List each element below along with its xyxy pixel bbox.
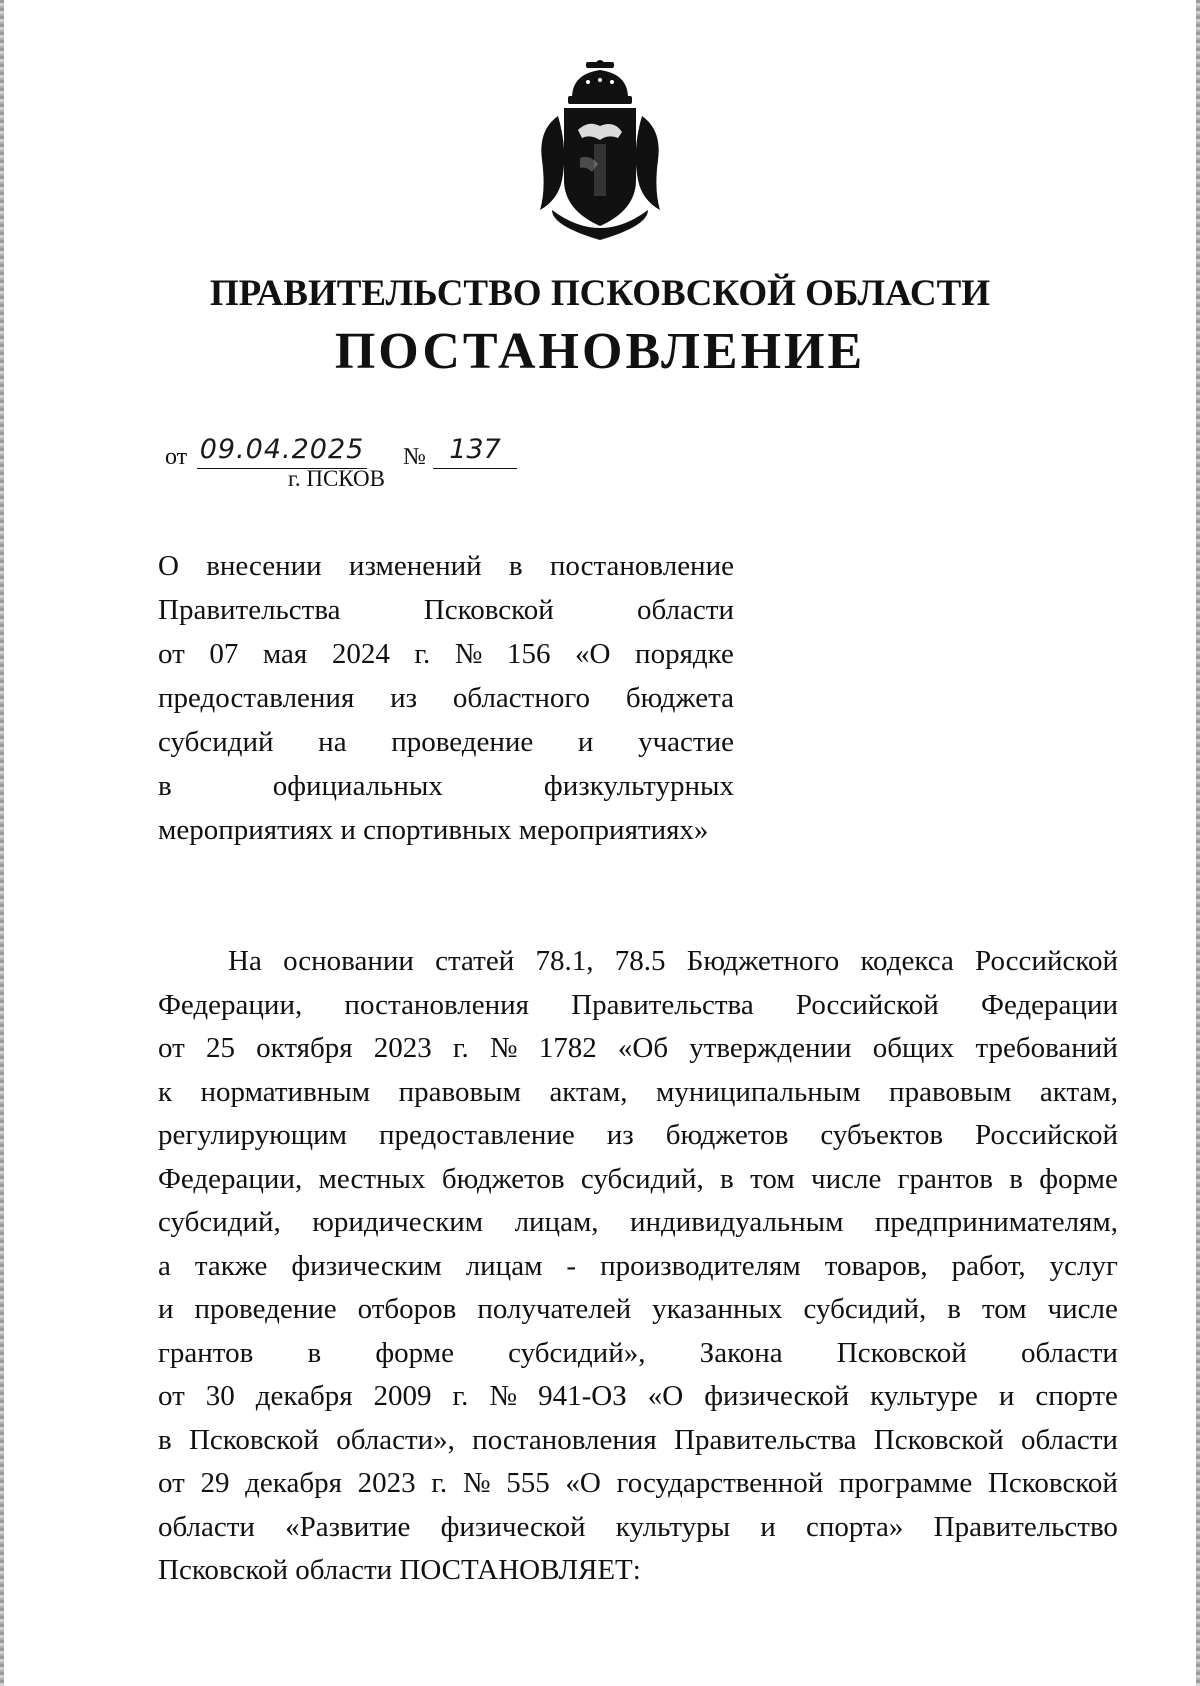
word: основании — [283, 945, 414, 977]
word: Псковской — [987, 1467, 1118, 1499]
document-number: 137 — [433, 434, 517, 469]
word: том — [981, 1293, 1027, 1325]
word: «Об — [617, 1032, 669, 1064]
word: № — [489, 1380, 518, 1412]
word: 555 — [506, 1467, 550, 1499]
word: правовым — [398, 1075, 521, 1108]
body-line — [158, 1375, 1118, 1419]
word: правовым — [889, 1075, 1012, 1108]
word: 2024 — [331, 638, 390, 670]
word: форме — [375, 1336, 454, 1369]
date-prefix-label: от — [165, 444, 188, 470]
word: 30 — [205, 1380, 235, 1412]
word: в — [158, 1423, 172, 1456]
word: числе — [811, 1162, 882, 1195]
body-line — [158, 1027, 1118, 1071]
word: в — [720, 1162, 734, 1195]
word: 07 — [209, 638, 239, 670]
word: услуг — [1049, 1249, 1118, 1282]
word: 2023 — [357, 1467, 416, 1499]
word: области», — [336, 1423, 455, 1456]
word: нормативным — [200, 1075, 371, 1108]
word: указанных — [652, 1293, 783, 1325]
word: в — [947, 1293, 961, 1325]
word: проведение — [194, 1293, 337, 1325]
word: постановление — [549, 550, 734, 582]
word: на — [318, 726, 347, 758]
word: Псковской — [873, 1423, 1004, 1456]
word: 156 — [507, 638, 551, 670]
title-line — [158, 588, 734, 632]
word: от — [158, 1032, 185, 1064]
document-body-paragraph — [158, 940, 1118, 1593]
word: субсидий — [158, 726, 274, 758]
word: Федерации — [981, 988, 1118, 1021]
word: форме — [1039, 1162, 1118, 1195]
word: 78.1, — [535, 945, 594, 977]
word: муниципальным — [655, 1075, 861, 1108]
word: спорте — [1035, 1380, 1118, 1412]
word: индивидуальным — [629, 1206, 844, 1238]
body-line — [158, 1506, 1118, 1550]
title-line — [158, 544, 734, 588]
word: Российской — [795, 988, 939, 1021]
word: 1782 — [538, 1032, 597, 1064]
word: изменений — [348, 550, 482, 582]
word: «Развитие — [285, 1510, 411, 1543]
coat-of-arms-emblem — [528, 60, 672, 246]
word: работ, — [951, 1249, 1026, 1282]
word: постановления — [344, 988, 529, 1021]
word: предоставление — [378, 1119, 575, 1151]
word: 941-ОЗ — [538, 1380, 627, 1412]
document-type-heading: ПОСТАНОВЛЕНИЕ — [334, 323, 866, 380]
word: областного — [452, 682, 591, 714]
title-line — [158, 676, 734, 720]
word: мая — [262, 638, 308, 670]
word: Правительства — [158, 594, 341, 626]
word: Российской — [975, 1119, 1118, 1151]
word: области — [1021, 1423, 1118, 1456]
word: «О — [575, 638, 611, 670]
word: и — [998, 1380, 1015, 1412]
word: Псковской — [423, 594, 554, 626]
word: субъектов — [820, 1119, 944, 1151]
word: 78.5 — [614, 945, 666, 977]
word: актам, — [1039, 1075, 1118, 1108]
body-line — [158, 1288, 1118, 1332]
body-line — [158, 1549, 1118, 1593]
word: общих — [872, 1032, 955, 1064]
word: от — [158, 1467, 185, 1499]
word: юридическим — [312, 1206, 484, 1238]
document-subject-title — [158, 544, 734, 852]
body-line — [158, 1201, 1118, 1245]
title-line — [158, 720, 734, 764]
word: порядке — [635, 638, 734, 670]
number-sign-label: № — [403, 444, 426, 470]
word: Федерации, — [158, 988, 303, 1021]
word: программе — [838, 1467, 973, 1499]
word: предоставления — [158, 682, 355, 714]
word: предпринимателям, — [874, 1206, 1118, 1238]
word: бюджетов — [441, 1162, 565, 1195]
scan-edge-right — [1196, 0, 1200, 1686]
word: 25 — [205, 1032, 235, 1064]
body-line — [158, 1158, 1118, 1202]
body-line — [158, 1332, 1118, 1376]
word: от — [158, 638, 185, 670]
word: «О — [647, 1380, 684, 1412]
body-line — [158, 1114, 1118, 1158]
word: утверждении — [689, 1032, 852, 1064]
word: бюджета — [625, 682, 734, 714]
word: г. — [431, 1467, 448, 1499]
word: «О — [565, 1467, 601, 1499]
word: мероприятиях и спортивных мероприятиях» — [158, 814, 709, 846]
word: и — [577, 726, 594, 758]
word: кодекса — [860, 945, 954, 977]
word: Правительство — [933, 1510, 1118, 1543]
word: актам, — [549, 1075, 628, 1108]
word: и — [158, 1293, 174, 1325]
word: октября — [256, 1032, 353, 1064]
word: субсидий, — [803, 1293, 927, 1325]
body-line — [158, 984, 1118, 1028]
word: а — [158, 1249, 171, 1282]
word: к — [158, 1075, 173, 1108]
word: субсидий, — [580, 1162, 704, 1195]
word: субсидий», — [508, 1336, 646, 1369]
word: культуре — [870, 1380, 978, 1412]
word: физической — [704, 1380, 850, 1412]
word: 2009 — [373, 1380, 432, 1412]
word: в — [307, 1336, 322, 1369]
word: регулирующим — [158, 1119, 347, 1151]
word: О — [158, 550, 179, 582]
word: от — [158, 1380, 185, 1412]
body-line — [158, 1462, 1118, 1506]
word: из — [390, 682, 418, 714]
word: том — [750, 1162, 795, 1195]
word: Бюджетного — [686, 945, 840, 977]
word: Псковской — [836, 1336, 967, 1369]
word: Псковской области ПОСТАНОВЛЯЕТ: — [158, 1554, 641, 1586]
word: производителям — [600, 1249, 801, 1282]
scan-edge-left — [0, 0, 4, 1686]
word: лицам — [465, 1249, 543, 1282]
word: декабря — [255, 1380, 353, 1412]
word: числе — [1047, 1293, 1118, 1325]
body-line — [158, 1245, 1118, 1289]
word: грантов — [897, 1162, 993, 1195]
word: декабря — [245, 1467, 342, 1499]
word: г. — [452, 1380, 469, 1412]
word: 29 — [200, 1467, 230, 1499]
word: участие — [638, 726, 734, 758]
document-city: г. ПСКОВ — [288, 466, 386, 491]
word: № — [489, 1032, 518, 1064]
word: - — [566, 1249, 577, 1282]
word: государственной — [616, 1467, 824, 1499]
word: физкультурных — [543, 770, 734, 802]
title-line — [158, 808, 734, 852]
body-line — [158, 1419, 1118, 1463]
word: в — [158, 770, 172, 802]
word: статей — [435, 945, 515, 977]
word: в — [508, 550, 523, 582]
word: области — [158, 1510, 255, 1543]
word: № — [462, 1467, 491, 1499]
word: культуры — [615, 1510, 731, 1543]
organization-title: ПРАВИТЕЛЬСТВО ПСКОВСКОЙ ОБЛАСТИ — [209, 273, 991, 314]
word: получателей — [477, 1293, 632, 1325]
crown-icon — [568, 60, 632, 104]
word: отборов — [357, 1293, 457, 1325]
word: проведение — [391, 726, 534, 758]
word: лицам, — [514, 1206, 599, 1238]
word: местных — [318, 1162, 426, 1195]
word: также — [194, 1249, 268, 1282]
word: № — [454, 638, 483, 670]
word: постановления — [472, 1423, 657, 1456]
word: области — [637, 594, 734, 626]
word: 2023 — [373, 1032, 432, 1064]
word: спорта» — [806, 1510, 904, 1543]
title-line — [158, 632, 734, 676]
word: из — [606, 1119, 634, 1151]
word: г. — [414, 638, 431, 670]
body-line — [158, 940, 1118, 984]
word: и — [760, 1510, 776, 1543]
word: Правительства — [674, 1423, 857, 1456]
word: внесении — [206, 550, 322, 582]
document-date: 09.04.2025 — [197, 434, 367, 469]
word: требований — [975, 1032, 1118, 1064]
word: На — [228, 945, 262, 977]
word: бюджетов — [665, 1119, 789, 1151]
word: Псковской — [188, 1423, 319, 1456]
word: грантов — [158, 1336, 254, 1369]
title-line — [158, 764, 734, 808]
word: товаров, — [824, 1249, 928, 1282]
word: Федерации, — [158, 1162, 303, 1195]
word: официальных — [272, 770, 443, 802]
word: Правительства — [571, 988, 754, 1021]
word: Российской — [975, 945, 1118, 977]
word: Закона — [699, 1336, 783, 1369]
word: г. — [452, 1032, 469, 1064]
word: области — [1020, 1336, 1118, 1369]
body-line — [158, 1071, 1118, 1115]
word: субсидий, — [158, 1206, 281, 1238]
word: в — [1009, 1162, 1023, 1195]
word: физической — [440, 1510, 586, 1543]
word: физическим — [291, 1249, 442, 1282]
